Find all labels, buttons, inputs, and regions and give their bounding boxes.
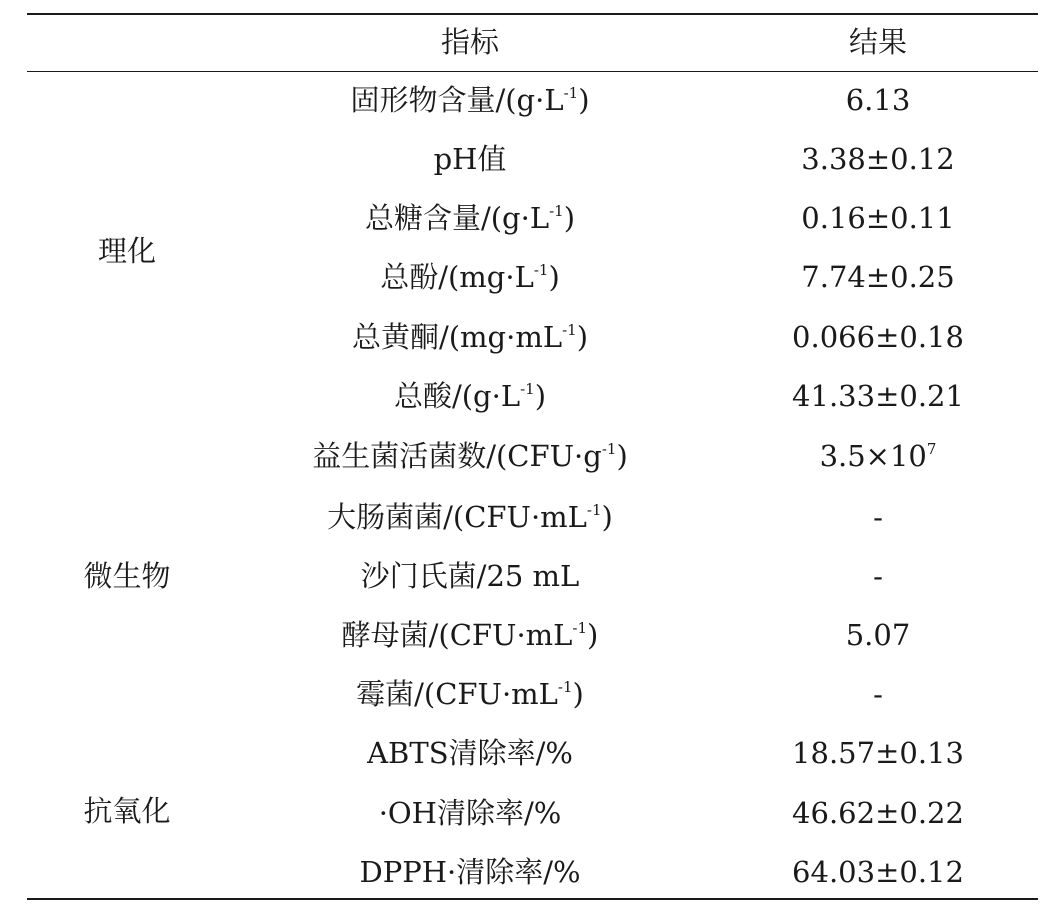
table-row-result: 41.33±0.21 xyxy=(792,379,964,413)
table-row-result: 46.62±0.22 xyxy=(792,796,964,830)
indicator-tail: ) xyxy=(578,83,590,117)
table-row-result xyxy=(820,438,937,474)
table-row-result: - xyxy=(873,559,883,593)
indicator-tail: ) xyxy=(572,677,584,711)
unit-exponent: -1 xyxy=(563,84,579,102)
result-exponent: 7 xyxy=(926,440,937,458)
indicator-text: 酵母菌/(CFU·mL xyxy=(341,618,573,652)
table-row-result: - xyxy=(873,677,883,711)
table-row-result: 18.57±0.13 xyxy=(792,736,964,770)
indicator-tail: ) xyxy=(587,618,599,652)
indicator-text: 霉菌/(CFU·mL xyxy=(356,677,558,711)
indicator-tail: ) xyxy=(616,439,628,473)
table-row-indicator xyxy=(312,438,628,474)
table-row-result: 0.066±0.18 xyxy=(792,320,964,354)
table-row-indicator xyxy=(342,617,599,653)
table-row-indicator: ·OH清除率/% xyxy=(378,796,562,830)
result-text: 3.5×10 xyxy=(819,439,927,473)
indicator-text: 益生菌活菌数/(CFU·g xyxy=(312,439,602,473)
indicator-tail: ) xyxy=(534,379,547,413)
unit-exponent: -1 xyxy=(549,202,564,220)
header-rule xyxy=(27,71,1038,72)
indicator-text: 大肠菌菌/(CFU·mL xyxy=(327,500,587,534)
top-rule xyxy=(27,13,1038,15)
unit-exponent: -1 xyxy=(533,261,549,279)
header-result: 结果 xyxy=(848,25,908,59)
table-row-indicator xyxy=(394,378,546,414)
table-row-result: 6.13 xyxy=(845,83,911,117)
indicator-text: 总糖含量/(g·L xyxy=(364,201,550,235)
indicator-text: 总黄酮/(mg·mL xyxy=(351,320,563,354)
indicator-text: 总酸/(g·L xyxy=(393,379,521,413)
indicator-tail: ) xyxy=(601,500,613,534)
indicator-tail: ) xyxy=(548,260,560,294)
table-row-indicator xyxy=(352,319,588,355)
table-row-indicator xyxy=(327,499,613,535)
table-row-indicator xyxy=(380,259,560,295)
table-row-result: 64.03±0.12 xyxy=(792,855,964,889)
table-row-indicator: pH值 xyxy=(433,142,507,176)
indicator-text: 固形物含量/(g·L xyxy=(350,83,564,117)
unit-exponent: -1 xyxy=(572,619,588,637)
table-row-indicator: 沙门氏菌/25 mL xyxy=(360,559,580,593)
unit-exponent: -1 xyxy=(586,501,602,519)
unit-exponent: -1 xyxy=(520,380,535,398)
table-row-indicator xyxy=(350,82,589,118)
group-label-physicochemical: 理化 xyxy=(97,234,157,268)
indicator-tail: ) xyxy=(563,201,576,235)
table-row-result: 5.07 xyxy=(845,618,911,652)
bottom-rule xyxy=(27,898,1038,900)
table-row-indicator xyxy=(356,676,584,712)
table-row-result: 7.74±0.25 xyxy=(801,260,955,294)
header-indicator: 指标 xyxy=(440,25,500,59)
indicator-text: 总酚/(mg·L xyxy=(380,260,534,294)
group-label-microbial: 微生物 xyxy=(83,559,171,593)
unit-exponent: -1 xyxy=(557,678,573,696)
indicator-tail: ) xyxy=(576,320,589,354)
table-row-result: 0.16±0.11 xyxy=(801,201,955,235)
group-label-antioxidant: 抗氧化 xyxy=(83,794,171,828)
unit-exponent: -1 xyxy=(562,321,577,339)
table-row-indicator xyxy=(365,200,575,236)
unit-exponent: -1 xyxy=(601,440,617,458)
table-row-result: 3.38±0.12 xyxy=(801,142,955,176)
table-row-result: - xyxy=(873,500,883,534)
table-row-indicator: DPPH·清除率/% xyxy=(359,855,581,889)
table-row-indicator: ABTS清除率/% xyxy=(367,736,573,770)
